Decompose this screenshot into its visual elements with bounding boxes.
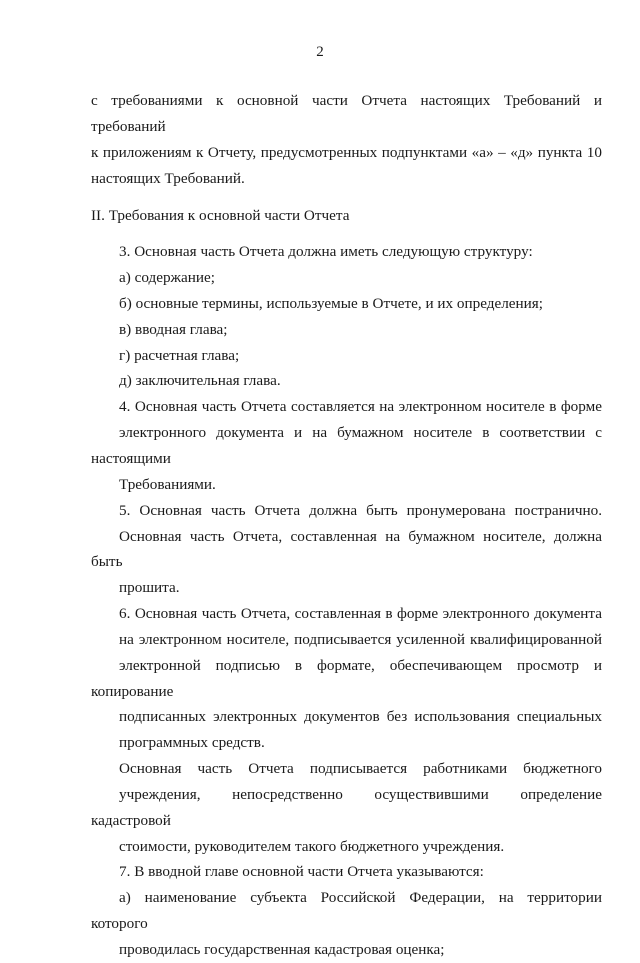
- text-line: к приложениям к Отчету, предусмотренных подпунктами «а» – «д» пункта 10: [91, 143, 602, 161]
- text-line: электронной подписью в формате, обеспечивающем просмотр и копирование: [91, 656, 602, 700]
- paragraph-p3c: [91, 317, 602, 343]
- paragraph-p6: [91, 601, 602, 756]
- paragraph-p3e: [91, 368, 602, 394]
- paragraph-p5: [91, 498, 602, 601]
- text-line: II. Требования к основной части Отчета: [91, 207, 350, 225]
- paragraph-p7a: [91, 885, 602, 963]
- text-line: электронного документа и на бумажном носителе в соответствии с настоящими: [91, 424, 602, 467]
- text-line: 5. Основная часть Отчета должна быть пронумерована постранично.: [119, 501, 602, 519]
- text-line: программных средств.: [119, 734, 265, 752]
- text-line: Требованиями.: [119, 475, 216, 493]
- text-line: 4. Основная часть Отчета составляется на электронном носителе в форме: [119, 398, 602, 416]
- paragraph-p4: [91, 394, 602, 497]
- paragraph-p6b: [91, 756, 602, 859]
- text-line: а) наименование субъекта Российской Федерации, на территории которого: [91, 889, 602, 933]
- paragraph-p7: [91, 859, 602, 885]
- text-line: д) заключительная глава.: [119, 372, 281, 390]
- text-line: в) вводная глава;: [119, 320, 228, 338]
- text-line: Основная часть Отчета подписывается работниками бюджетного: [119, 760, 602, 778]
- page-number: 2: [316, 44, 324, 60]
- text-line: учреждения, непосредственно осуществившими определение кадастровой: [91, 785, 602, 829]
- text-line: подписанных электронных документов без использования специальных: [119, 708, 602, 726]
- paragraph-intro: [91, 88, 602, 191]
- document-body: [91, 88, 602, 963]
- text-line: Основная часть Отчета, составленная на бумажном носителе, должна быть: [91, 527, 602, 571]
- text-line: 3. Основная часть Отчета должна иметь следующую структуру:: [119, 243, 533, 261]
- text-line: стоимости, руководителем такого бюджетного учреждения.: [119, 837, 505, 855]
- paragraph-p3a: [91, 265, 602, 291]
- text-line: б) основные термины, используемые в Отчете, и их определения;: [119, 294, 543, 312]
- section-heading: [91, 203, 602, 229]
- text-line: 6. Основная часть Отчета, составленная в форме электронного документа: [119, 605, 602, 623]
- text-line: настоящих Требований.: [91, 169, 245, 187]
- paragraph-p3b: [91, 291, 602, 317]
- text-line: проводилась государственная кадастровая оценка;: [119, 941, 445, 958]
- paragraph-p3d: [91, 343, 602, 369]
- text-line: а) содержание;: [119, 269, 216, 287]
- text-line: г) расчетная глава;: [119, 346, 240, 364]
- text-line: прошита.: [119, 579, 180, 597]
- text-line: 7. В вводной главе основной части Отчета указываются:: [119, 863, 484, 881]
- text-line: на электронном носителе, подписывается усиленной квалифицированной: [119, 630, 602, 648]
- paragraph-p3: [91, 239, 602, 265]
- text-line: с требованиями к основной части Отчета настоящих Требований и требований: [91, 92, 602, 135]
